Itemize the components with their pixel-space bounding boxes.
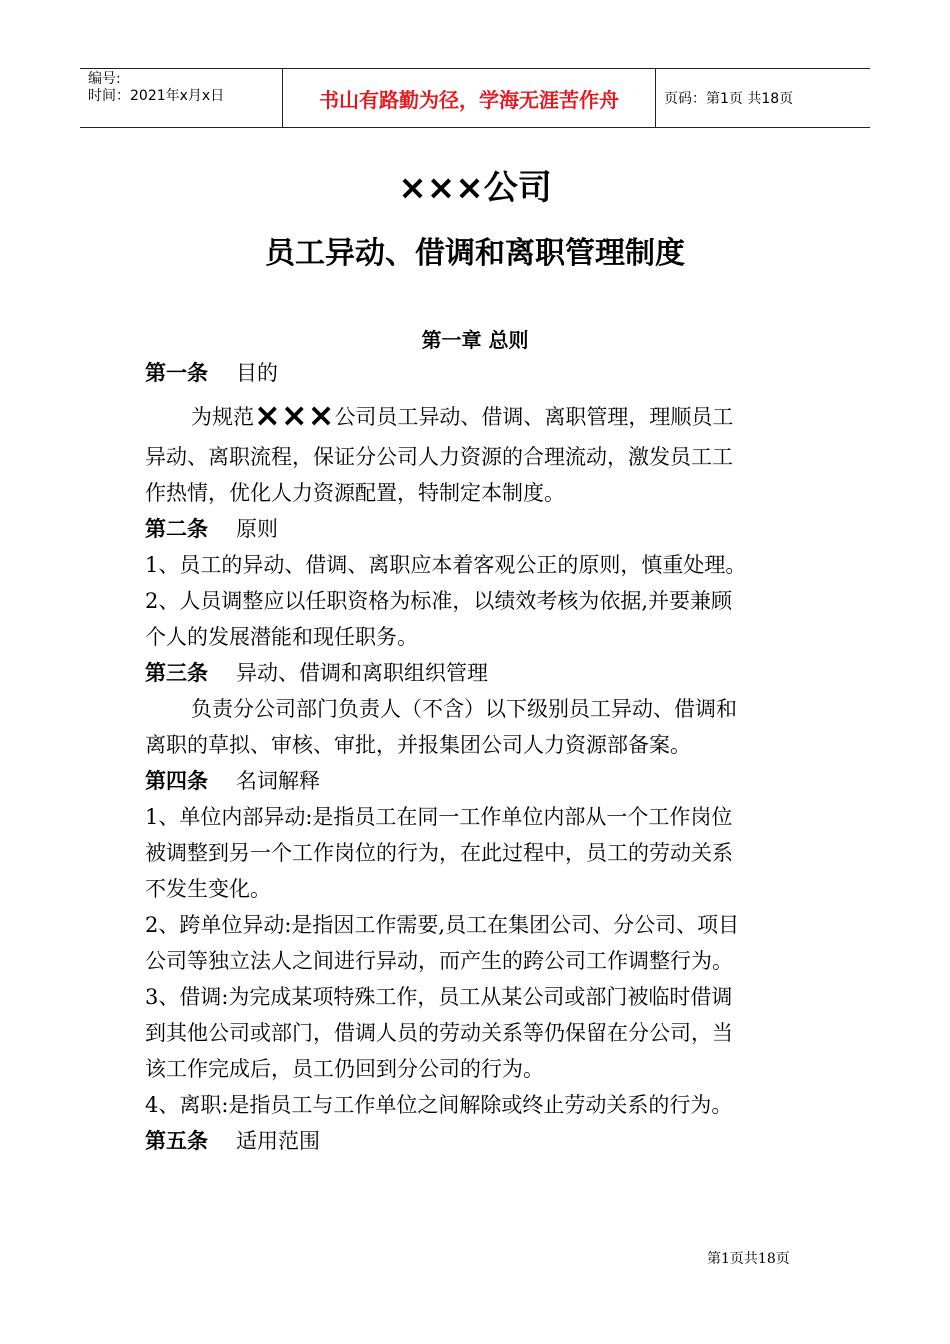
text-span: 为规范	[191, 405, 254, 429]
header-motto: 书山有路勤为径，学海无涯苦作舟	[282, 69, 656, 127]
paragraph-line: 到其他公司或部门，借调人员的劳动关系等仍保留在分公司，当	[145, 1021, 733, 1045]
paragraph-line	[145, 391, 810, 439]
article-number: 第三条	[145, 661, 208, 685]
document-body	[145, 355, 810, 1159]
paragraph-line: 负责分公司部门负责人（不含）以下级别员工异动、借调和	[191, 697, 737, 721]
text-span: 公司员工异动、借调、离职管理，理顺员工	[334, 405, 734, 429]
paragraph-line: 2、人员调整应以任职资格为标准，以绩效考核为依据,并要兼顾	[145, 589, 733, 613]
article-name: 原则	[236, 517, 278, 541]
paragraph-line: 公司等独立法人之间进行异动，而产生的跨公司工作调整行为。	[145, 949, 733, 973]
paragraph-line: 3、借调:为完成某项特殊工作，员工从某公司或部门被临时借调	[145, 985, 733, 1009]
header-page-info: 页码：第1页 共18页	[664, 91, 794, 107]
article-number: 第一条	[145, 361, 208, 385]
serial-label: 编号:	[88, 71, 121, 87]
article-name: 适用范围	[236, 1129, 320, 1153]
page-header	[80, 68, 870, 128]
article-number: 第四条	[145, 769, 208, 793]
company-placeholder: ×××	[254, 396, 335, 434]
article-name: 异动、借调和离职组织管理	[236, 661, 488, 685]
paragraph-line: 作热情，优化人力资源配置，特制定本制度。	[145, 481, 565, 505]
paragraph-line: 1、员工的异动、借调、离职应本着客观公正的原则，慎重处理。	[145, 553, 747, 577]
chapter-heading: 第一章 总则	[421, 328, 529, 352]
header-meta	[88, 71, 224, 105]
paragraph-line: 异动、离职流程，保证分公司人力资源的合理流动，激发员工工	[145, 445, 733, 469]
article-3-heading	[145, 655, 810, 691]
paragraph-line: 被调整到另一个工作岗位的行为，在此过程中，员工的劳动关系	[145, 841, 733, 865]
article-number: 第二条	[145, 517, 208, 541]
article-name: 名词解释	[236, 769, 320, 793]
page-footer: 第1页共18页	[707, 1251, 790, 1267]
article-4-heading	[145, 763, 810, 799]
paragraph-line: 不发生变化。	[145, 877, 271, 901]
article-1-heading	[145, 355, 810, 391]
paragraph-line: 个人的发展潜能和现任职务。	[145, 625, 418, 649]
company-title: ×××公司	[398, 168, 552, 208]
paragraph-line: 离职的草拟、审核、审批，并报集团公司人力资源部备案。	[145, 733, 691, 757]
article-5-heading	[145, 1123, 810, 1159]
article-2-heading	[145, 511, 810, 547]
paragraph-line: 1、单位内部异动:是指员工在同一工作单位内部从一个工作岗位	[145, 805, 733, 829]
article-number: 第五条	[145, 1129, 208, 1153]
paragraph-line: 2、跨单位异动:是指因工作需要,员工在集团公司、分公司、项目	[145, 913, 740, 937]
paragraph-line: 4、离职:是指员工与工作单位之间解除或终止劳动关系的行为。	[145, 1093, 733, 1117]
article-name: 目的	[236, 361, 278, 385]
paragraph-line: 该工作完成后，员工仍回到分公司的行为。	[145, 1057, 544, 1081]
time-label: 时间：2021年x月x日	[88, 88, 225, 104]
document-title: 员工异动、借调和离职管理制度	[265, 236, 685, 271]
